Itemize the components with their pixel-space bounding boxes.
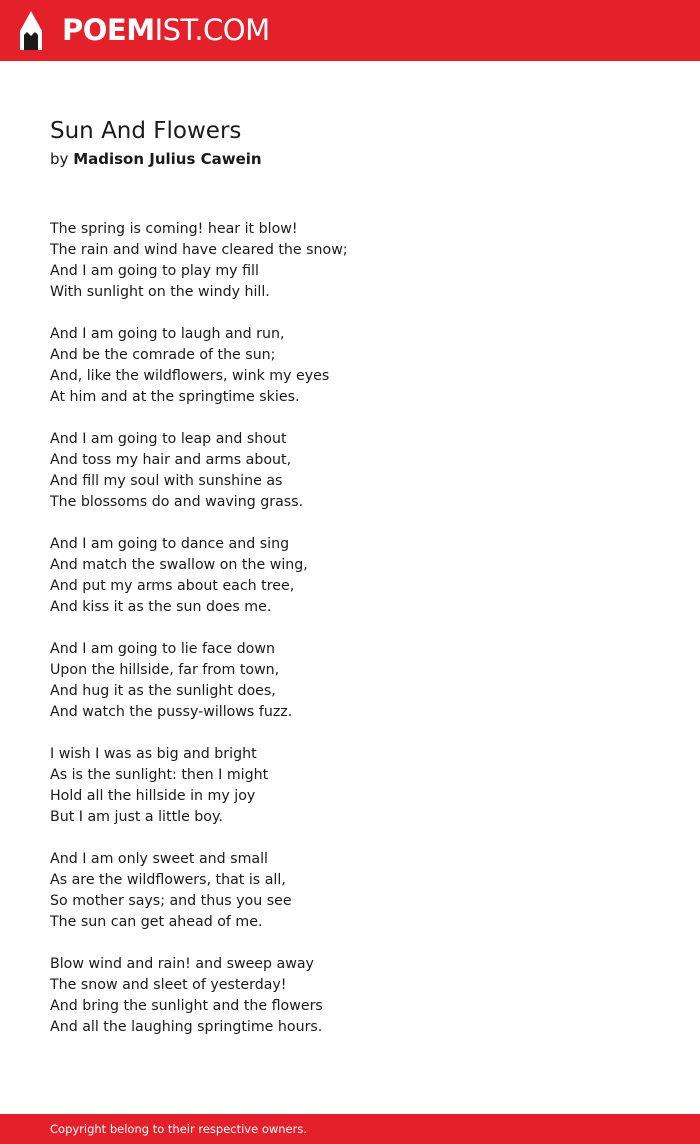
poem-line: And I am going to dance and sing [50,536,290,552]
poem-line: And toss my hair and arms about, [50,452,292,468]
poem-line: And watch the pussy-willows fuzz. [50,704,293,720]
poem-stanza [50,849,650,933]
poem-line: And I am going to play my fill [50,263,259,279]
poem-line: And kiss it as the sun does me. [50,599,272,615]
poem-body [50,219,650,1059]
site-header [0,0,700,61]
poem-stanza [50,324,650,408]
poem-stanza [50,429,650,513]
poem-line: I wish I was as big and bright [50,746,257,762]
poem-line: And put my arms about each tree, [50,578,295,594]
poem-line: The blossoms do and waving grass. [50,494,304,510]
copyright-notice: Copyright belong to their respective owners. [50,1122,308,1136]
poem-stanza [50,534,650,618]
logo-text-light: IST.COM [154,13,270,47]
poem-line: And, like the wildflowers, wink my eyes [50,368,330,384]
poem-stanza [50,219,650,303]
poem-line: And I am only sweet and small [50,851,268,867]
author-name: Madison Julius Cawein [73,150,262,168]
logo-text-bold: POEM [62,13,155,47]
pen-nib-icon[interactable] [17,10,45,52]
poem-line: And I am going to leap and shout [50,431,287,447]
poem-line: Upon the hillside, far from town, [50,662,280,678]
poem-line: At him and at the springtime skies. [50,389,300,405]
poem-line: The snow and sleet of yesterday! [50,977,287,993]
poem-line: And fill my soul with sunshine as [50,473,283,489]
poem-stanza [50,954,650,1038]
poem-line: And match the swallow on the wing, [50,557,308,573]
poem-line: As is the sunlight: then I might [50,767,269,783]
poem-line: Hold all the hillside in my joy [50,788,256,804]
poem-byline [50,148,262,170]
site-footer [0,1114,700,1144]
by-label: by [50,150,69,168]
poem-line: And I am going to laugh and run, [50,326,285,342]
poem-line: So mother says; and thus you see [50,893,292,909]
poem-line: With sunlight on the windy hill. [50,284,270,300]
poem-line: The spring is coming! hear it blow! [50,221,298,237]
poem-stanza [50,744,650,828]
poem-line: And be the comrade of the sun; [50,347,276,363]
poem-stanza [50,639,650,723]
poem-line: The rain and wind have cleared the snow; [50,242,348,258]
poem-line: But I am just a little boy. [50,809,223,825]
poem-line: And all the laughing springtime hours. [50,1019,323,1035]
poem-line: And bring the sunlight and the flowers [50,998,323,1014]
site-logo[interactable] [62,12,270,48]
poem-line: Blow wind and rain! and sweep away [50,956,314,972]
poem-line: The sun can get ahead of me. [50,914,263,930]
poem-line: And I am going to lie face down [50,641,275,657]
poem-title: Sun And Flowers [50,118,242,144]
poem-line: And hug it as the sunlight does, [50,683,276,699]
poem-line: As are the wildflowers, that is all, [50,872,286,888]
